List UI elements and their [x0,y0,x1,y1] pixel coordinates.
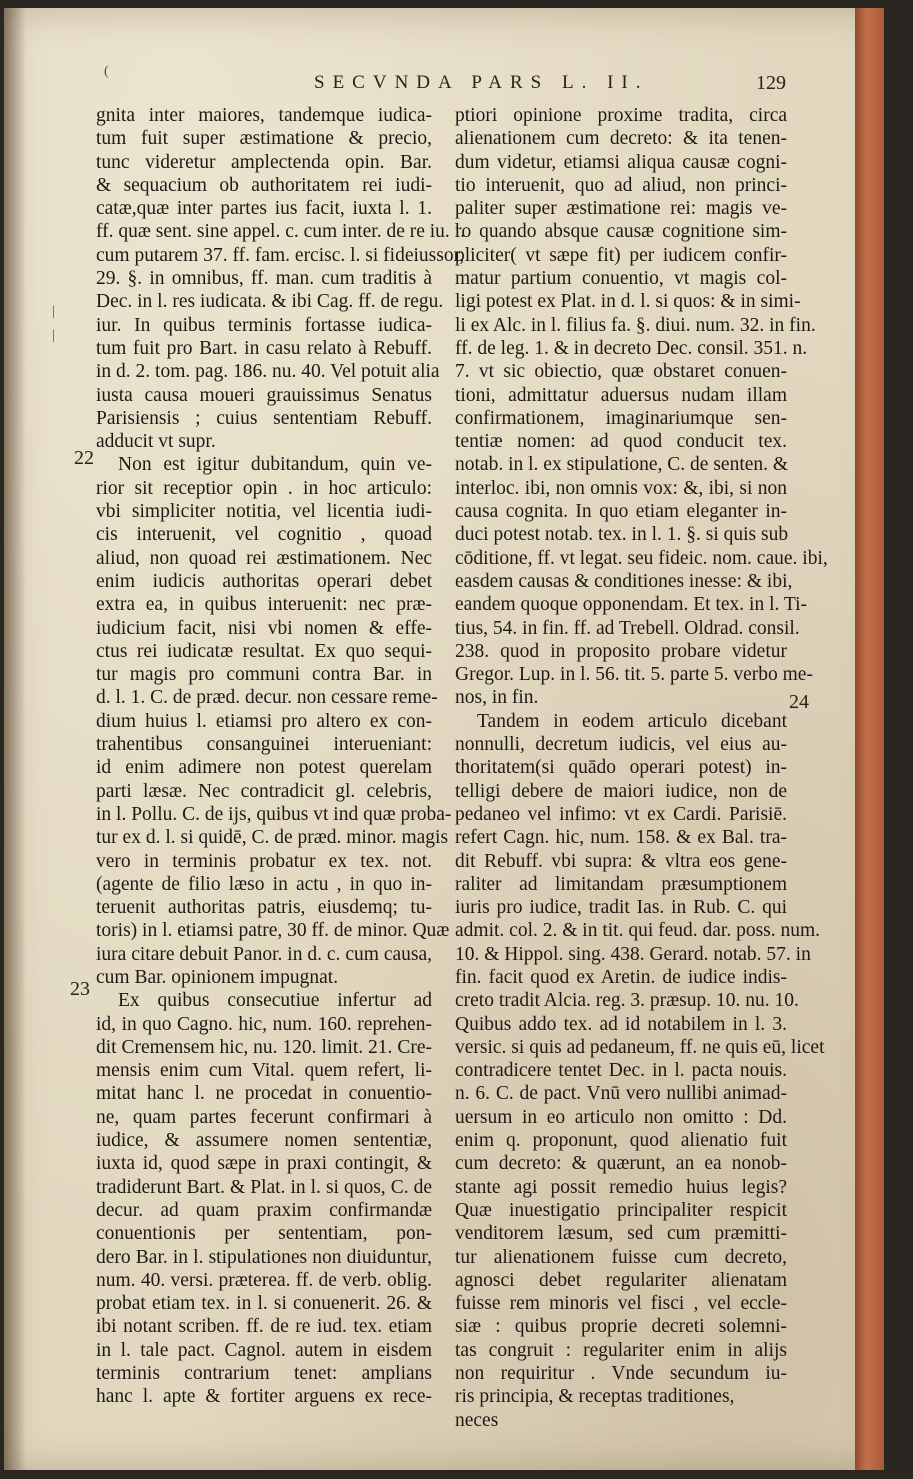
text-line: terminis contrarium tenet: amplians [96,1363,432,1385]
text-line: non requiritur . Vnde secundum iu- [455,1363,787,1385]
text-line: tum fuit super æstimatione & precio, [96,128,432,150]
text-line: d. l. 1. C. de præd. decur. non cessare reme- [96,687,438,709]
text-line: agnosci debet regulariter alienatam [455,1269,787,1291]
text-line: tio interuenit, quo ad aliud, non princi- [455,174,787,196]
text-line: iuxta id, quod sæpe in praxi contingit, & [96,1153,432,1175]
text-line: adducit vt supr. [96,431,216,453]
text-line: confirmationem, imaginariumque sen- [455,407,787,429]
text-line: trahentibus consanguinei interueniant: [96,734,432,756]
text-line: versic. si quis ad pedaneum, ff. ne quis eū, licet [455,1036,825,1058]
text-line: tunc videretur amplectenda opin. Bar. [96,151,432,173]
folio-number: 129 [756,72,786,94]
text-line: catæ,quæ inter partes ius facit, iuxta l. 1. [96,198,432,220]
text-line: tum fuit pro Bart. in casu relato à Rebuff. [96,337,432,359]
text-line: causa cognita. In quo etiam eleganter in- [455,501,787,523]
margin-number-22: 22 [74,447,94,469]
text-line: dium huius l. etiamsi pro altero ex con- [96,710,432,732]
text-line: gnita inter maiores, tandemque iudica- [96,105,432,126]
text-line: ris principia, & receptas traditiones, [455,1386,735,1408]
text-line: hanc l. apte & fortiter arguens ex rece- [96,1386,432,1408]
text-line: refert Cagn. hic, num. 158. & ex Bal. tra- [455,827,787,849]
text-line: rior sit receptior opin . in hoc articulo: [96,477,432,499]
text-line: ibi notant scriben. ff. de re iud. tex. etiam [96,1316,432,1338]
text-line: notab. in l. ex stipulatione, C. de senten. & [455,454,789,476]
text-line: Quæ inuestigatio principaliter respicit [455,1199,787,1221]
text-line: mensis enim cum Vital. quem refert, li- [96,1060,432,1082]
text-line: tioni, admittatur aduersus nudam illam [455,384,787,406]
text-line: probat etiam tex. in l. si conuenerit. 26. & [96,1293,432,1315]
text-line: duci potest notab. tex. in l. 1. §. si quis sub [455,524,789,546]
text-line: vero in terminis probatur ex tex. not. [96,850,432,872]
text-line: in l. tale pact. Cagnol. autem in eisdem [96,1339,432,1361]
text-line: cōditione, ff. vt legat. seu fideic. nom. caue. ibi, [455,547,828,569]
text-line: ligi potest ex Plat. in d. l. si quos: & in simi- [455,291,801,313]
text-line: eandem quoque opponendam. Et tex. in l. Ti- [455,594,808,616]
text-line: neces [455,1409,499,1431]
text-line: conuentionis per sententiam, pon- [96,1223,432,1245]
text-line: vbi simpliciter notitia, vel licentia iudi- [96,501,432,523]
text-line: & sequacium ob authoritatem rei iudi- [96,174,432,196]
text-line: dum videtur, etiamsi aliqua causæ cogni- [455,151,787,173]
text-line: in d. 2. tom. pag. 186. nu. 40. Vel potuit alia [96,361,440,383]
text-line: fin. facit quod ex Aretin. de iudice indis- [455,966,787,988]
text-line: pedaneo vel infimo: vt ex Cardi. Parisiē. [455,803,787,825]
text-line: Tandem in eodem articulo dicebant [477,710,787,732]
text-line: in l. Pollu. C. de ijs, quibus vt ind quæ proba- [96,803,452,825]
text-line: admit. col. 2. & in tit. qui feud. dar. poss. num. [455,920,821,942]
text-line: dit Cremensem hic, nu. 120. limit. 21. Cre- [96,1036,432,1058]
text-line: n. 6. C. de pact. Vnū vero nullibi animad- [455,1083,787,1105]
text-line: cum decreto: & quærunt, an ea nonob- [455,1153,787,1175]
text-line: Non est igitur dubitandum, quin ve- [118,454,432,476]
text-line: mitat hanc l. ne procedat in conuentio- [96,1083,432,1105]
text-line: enim q. proponunt, quod alienatio fuit [455,1130,787,1152]
text-line: iudicium facit, nisi vbi nomen & effe- [96,617,432,639]
text-line: nonnulli, decretum iudicis, vel eius au- [455,734,787,756]
text-line: Ex quibus consecutiue infertur ad [118,990,432,1012]
text-line: Parisiensis ; cuius sententiam Rebuff. [96,407,432,429]
text-line: tius, 54. in fin. ff. ad Trebell. Oldrad. consil. [455,617,800,639]
text-line: tradiderunt Bart. & Plat. in l. si quos, C. de [96,1176,432,1198]
text-line: ro quando absque causæ cognitione sim- [455,221,787,243]
text-line: stante agi possit remedio huius legis? [455,1176,787,1198]
text-line: thoritatem(si quādo operari potest) in- [455,757,787,779]
text-line: Dec. in l. res iudicata. & ibi Cag. ff. de regu. [96,291,444,313]
text-line: paliter super æstimatione rei: magis ve- [455,198,787,220]
text-line: dero Bar. in l. stipulationes non diuiduntur, [96,1246,432,1268]
text-line: tur magis pro communi contra Bar. in [96,664,432,686]
text-line: alienationem cum decreto: & ita tenen- [455,128,787,150]
text-line: 29. §. in omnibus, ff. man. cum traditis à [96,268,432,290]
running-title: SECVNDA PARS L. II. [314,72,649,93]
text-line: iusta causa moueri grauissimus Senatus [96,384,432,406]
text-line: tur ex d. l. si quidē, C. de præd. minor. magis [96,827,449,849]
text-line: matur partium conuentio, vt magis col- [455,268,787,290]
page-gutter-shadow [4,8,26,1470]
ink-mark: | [52,328,55,343]
text-line: id enim adimere non potest querelam [96,757,432,779]
text-line: ff. de leg. 1. & in decreto Dec. consil. 351. n. [455,337,808,359]
text-line: enim iudicis authoritas operari debet [96,570,432,592]
text-line: fuisse rem minoris vel fisci , vel eccle- [455,1293,787,1315]
text-line: li ex Alc. in l. filius fa. §. diui. num. 32. in fin. [455,314,816,336]
text-line: siæ : quibus proprie decreti solemni- [455,1316,787,1338]
left-text-column [96,104,465,1409]
text-line: pliciter( vt sæpe fit) per iudicem confir- [455,244,787,266]
text-line: cum Bar. opinionem impugnat. [96,966,339,988]
text-line: easdem causas & conditiones inesse: & ibi, [455,570,793,592]
text-line: creto tradit Alcia. reg. 3. præsup. 10. nu. 10. [455,990,799,1012]
text-line: iuris pro iudice, tradit Ias. in Rub. C. qui [455,897,787,919]
text-line: cis interuenit, vel cognitio , quoad [96,524,432,546]
text-line: dit Rebuff. vbi supra: & vltra eos gene- [455,850,787,872]
text-line: (agente de filio læso in actu , in quo in- [96,873,432,895]
margin-number-24: 24 [789,691,809,713]
text-line: contradicere tentet Dec. in l. pacta nouis. [455,1060,787,1082]
text-line: decur. ad quam praxim confirmandæ [96,1199,432,1221]
text-line: iur. In quibus terminis fortasse iudica- [96,314,432,336]
text-line: telligi debere de maiori iudice, non de [455,780,787,802]
text-line: 238. quod in proposito probare videtur [455,640,787,662]
text-line: aliud, non quoad rei æstimationem. Nec [96,547,432,569]
text-line: tur alienationem fuisse cum decreto, [455,1246,787,1268]
text-line: nos, in fin. [455,687,539,709]
text-line: tentiæ nomen: ad quod conducit tex. [455,431,787,453]
text-line: teruenit authoritas patris, eiusdemq; tu- [96,897,432,919]
text-line: ptiori opinione proxime tradita, circa [455,105,787,126]
text-line: id, in quo Cagno. hic, num. 160. reprehen- [96,1013,432,1035]
text-line: toris) in l. etiamsi patre, 30 ff. de minor. Quæ [96,920,450,942]
text-line: interloc. ibi, non omnis vox: &, ibi, si non [455,477,787,499]
text-line: Gregor. Lup. in l. 56. tit. 5. parte 5. verbo me- [455,664,813,686]
text-line: 10. & Hippol. sing. 438. Gerard. notab. 57. in [455,943,811,965]
text-line: tas congruit : regulariter enim in alijs [455,1339,787,1361]
book-page [4,8,884,1470]
text-line: Quibus addo tex. ad id notabilem in l. 3. [455,1013,787,1035]
text-line: raliter ad limitandam præsumptionem [455,873,787,895]
text-line: uersum in eo articulo non omitto : Dd. [455,1106,787,1128]
text-line: venditorem læsum, sed cum præmitti- [455,1223,787,1245]
text-line: parti læsæ. Nec contradicit gl. celebris, [96,780,432,802]
text-line: iura citare debuit Panor. in d. c. cum causa, [96,943,432,965]
text-line: ctus rei iudicatæ resultat. Ex quo sequi- [96,640,432,662]
text-line: ne, quam partes fecerunt confirmari à [96,1106,432,1128]
text-line: num. 40. versi. præterea. ff. de verb. oblig. [96,1269,432,1291]
page-edge [855,8,884,1470]
text-line: cum putarem 37. ff. fam. ercisc. l. si fideiussor, [96,244,465,266]
margin-number-23: 23 [70,978,90,1000]
ink-mark: | [52,304,55,319]
text-line: iudice, & assumere nomen sententiæ, [96,1130,432,1152]
text-line: 7. vt sic obiectio, quæ obstaret conuen- [455,361,787,383]
text-line: extra ea, in quibus interuenit: nec præ- [96,594,432,616]
text-line: ff. quæ sent. sine appel. c. cum inter. de re iu. l. [96,221,465,243]
ink-mark: ( [104,64,109,79]
